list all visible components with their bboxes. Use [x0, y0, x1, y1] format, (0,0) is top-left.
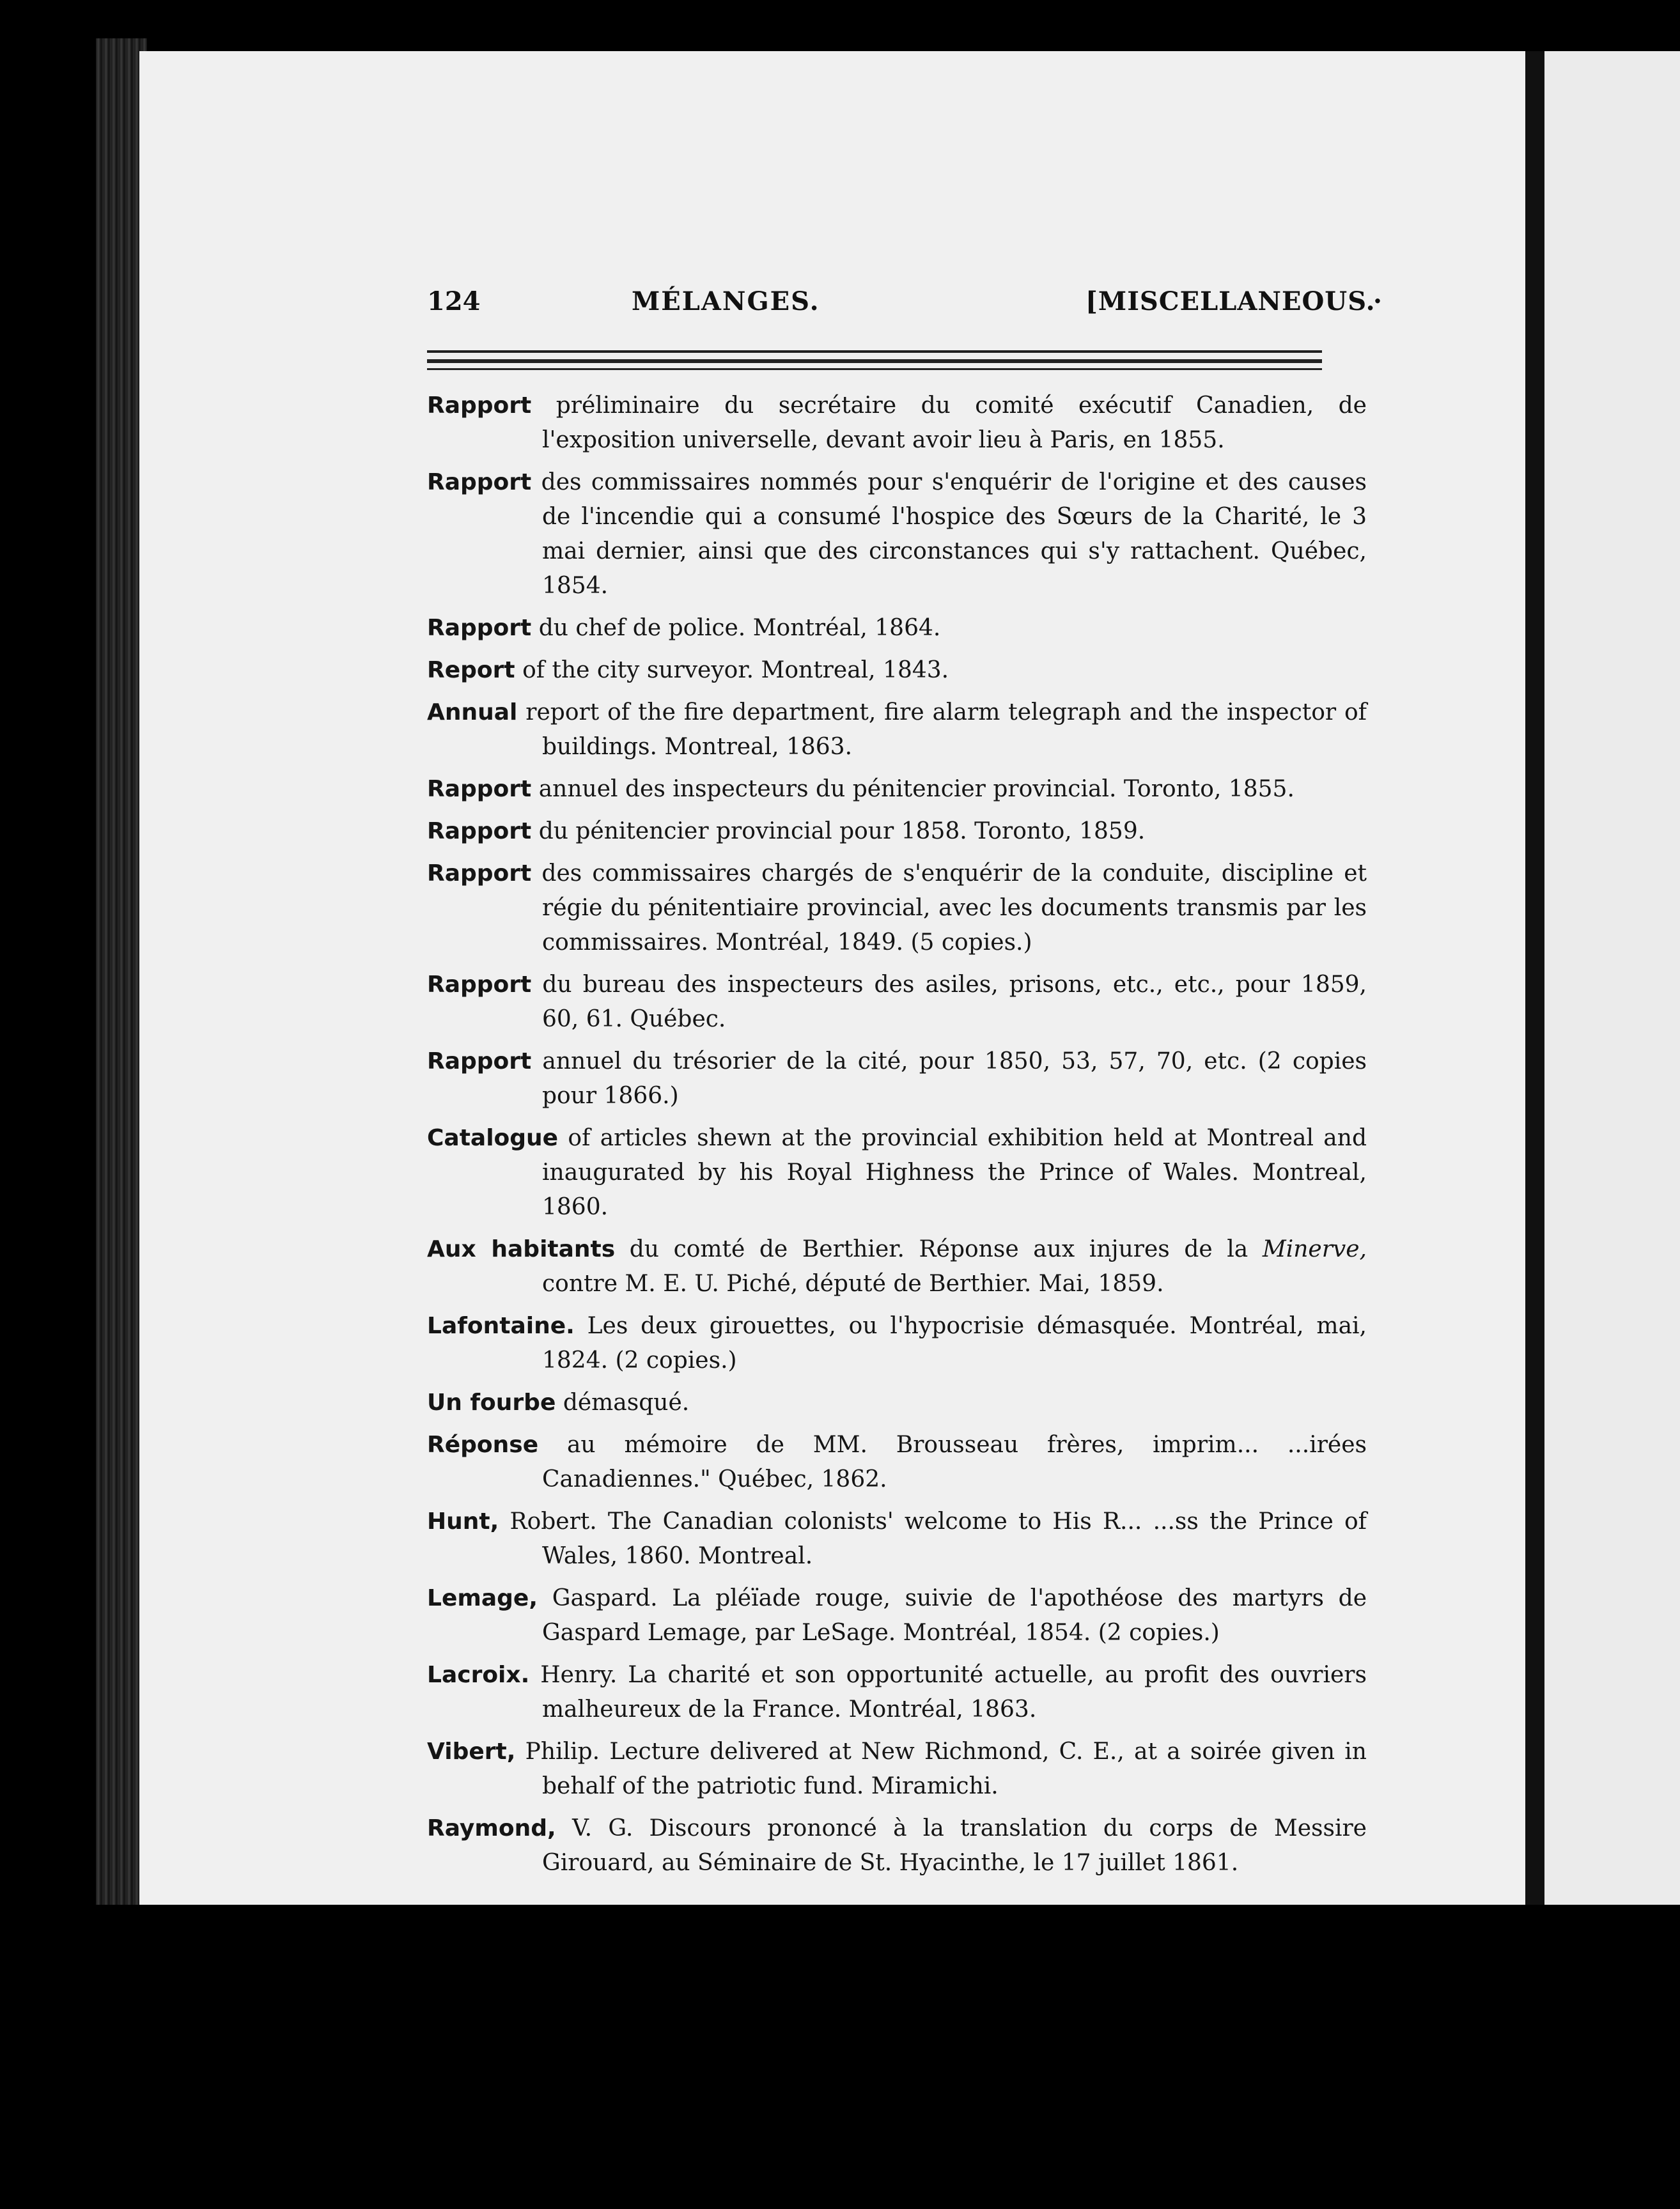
list-item: [427, 1581, 1367, 1650]
entry-heading: Rapport: [427, 818, 532, 844]
entry-text: V. G. Discours prononcé à la translation du corps de Messire Girouard, au Séminaire de St. Hyacinthe, le 17 juillet 1861.: [542, 1815, 1367, 1876]
entry-heading: Aux habitants: [427, 1236, 616, 1262]
running-head: [427, 286, 1386, 331]
list-item: [427, 389, 1367, 458]
list-item: [427, 814, 1367, 849]
entry-text: au mémoire de MM. Brousseau frères, imprim... ...irées Canadiennes." Québec, 1862.: [542, 1432, 1367, 1492]
entry-text: contre M. E. U. Piché, député de Berthier. Mai, 1859.: [542, 1271, 1164, 1297]
entry-heading: Raymond,: [427, 1815, 556, 1841]
list-item: [427, 1505, 1367, 1574]
entry-text: préliminaire du secrétaire du comité exécutif Canadien, de l'exposition universelle, devant avoir lieu à Paris, en 1855.: [542, 392, 1367, 453]
entry-heading: Réponse: [427, 1432, 539, 1458]
entry-heading: Rapport: [427, 972, 532, 998]
head-mark: ·: [1373, 286, 1382, 316]
entry-text-italic: Minerve,: [1262, 1236, 1367, 1262]
entry-heading: Rapport: [427, 615, 532, 641]
list-item: [427, 1811, 1367, 1880]
header-rule: [427, 350, 1322, 353]
list-item: [427, 1386, 1367, 1420]
entry-list: [427, 389, 1367, 1888]
list-item: [427, 1309, 1367, 1378]
entry-text: du comté de Berthier. Réponse aux injures de la: [629, 1236, 1248, 1262]
list-item: [427, 465, 1367, 603]
entry-heading: Catalogue: [427, 1125, 559, 1151]
list-item: [427, 1232, 1367, 1301]
entry-text: des commissaires nommés pour s'enquérir de l'origine et des causes de l'incendie qui a consumé l'hospice des Sœurs de la Charité, le 3 mai dernier, ainsi que des circonstances qui s'y rattachent. Québec, 1854.: [541, 469, 1367, 599]
entry-text: Robert. The Canadian colonists' welcome to His R... ...ss the Prince of Wales, 1860. Montreal.: [509, 1508, 1367, 1569]
entry-text: du pénitencier provincial pour 1858. Toronto, 1859.: [538, 818, 1146, 844]
entry-heading: Rapport: [427, 469, 532, 495]
page-title: MÉLANGES.: [632, 286, 820, 316]
entry-text: Les deux girouettes, ou l'hypocrisie démasquée. Montréal, mai, 1824. (2 copies.): [542, 1313, 1367, 1374]
list-item: [427, 653, 1367, 688]
list-item: [427, 968, 1367, 1037]
entry-text: démasqué.: [563, 1390, 690, 1416]
entry-text: du bureau des inspecteurs des asiles, prisons, etc., etc., pour 1859, 60, 61. Québec.: [542, 972, 1367, 1032]
entry-heading: Rapport: [427, 1048, 532, 1074]
entry-heading: Rapport: [427, 776, 532, 802]
entry-heading: Hunt,: [427, 1508, 499, 1535]
list-item: [427, 1121, 1367, 1225]
entry-text: du chef de police. Montréal, 1864.: [538, 615, 941, 641]
adjacent-page: [1544, 51, 1680, 1905]
header-rule: [427, 368, 1322, 370]
section-title: [MISCELLANEOUS.: [1085, 286, 1376, 316]
entry-text: Gaspard. La pléïade rouge, suivie de l'apothéose des martyrs de Gaspard Lemage, par LeSage. Montréal, 1854. (2 copies.): [542, 1585, 1367, 1646]
entry-text: annuel des inspecteurs du pénitencier provincial. Toronto, 1855.: [538, 776, 1295, 802]
entry-heading: Report: [427, 657, 515, 683]
header-rule: [427, 359, 1322, 363]
entry-heading: Rapport: [427, 860, 532, 887]
entry-text: of the city surveyor. Montreal, 1843.: [522, 657, 949, 683]
entry-heading: Lafontaine.: [427, 1313, 575, 1339]
list-item: [427, 1735, 1367, 1804]
entry-text: report of the fire department, fire alarm telegraph and the inspector of buildings. Montreal, 1863.: [525, 699, 1367, 760]
entry-heading: Rapport: [427, 392, 532, 419]
list-item: [427, 1658, 1367, 1727]
entry-text: Henry. La charité et son opportunité actuelle, au profit des ouvriers malheureux de la France. Montréal, 1863.: [540, 1662, 1367, 1723]
entry-heading: Annual: [427, 699, 518, 725]
list-item: [427, 1428, 1367, 1497]
list-item: [427, 611, 1367, 646]
entry-text: des commissaires chargés de s'enquérir de la conduite, discipline et régie du pénitentiaire provincial, avec les documents transmis par les commissaires. Montréal, 1849. (5 copies.): [541, 860, 1367, 956]
entry-heading: Lemage,: [427, 1585, 538, 1611]
page-number: 124: [427, 286, 481, 316]
list-item: [427, 772, 1367, 807]
entry-text: of articles shewn at the provincial exhibition held at Montreal and inaugurated by his Royal Highness the Prince of Wales. Montreal, 1860.: [542, 1125, 1367, 1220]
entry-text: Philip. Lecture delivered at New Richmond, C. E., at a soirée given in behalf of the patriotic fund. Miramichi.: [525, 1739, 1367, 1799]
entry-heading: Vibert,: [427, 1739, 516, 1765]
entry-text: annuel du trésorier de la cité, pour 1850, 53, 57, 70, etc. (2 copies pour 1866.): [542, 1048, 1367, 1109]
book-gutter: [1525, 51, 1544, 1905]
list-item: [427, 856, 1367, 960]
list-item: [427, 695, 1367, 764]
list-item: [427, 1044, 1367, 1113]
entry-heading: Un fourbe: [427, 1390, 556, 1416]
entry-heading: Lacroix.: [427, 1662, 530, 1688]
